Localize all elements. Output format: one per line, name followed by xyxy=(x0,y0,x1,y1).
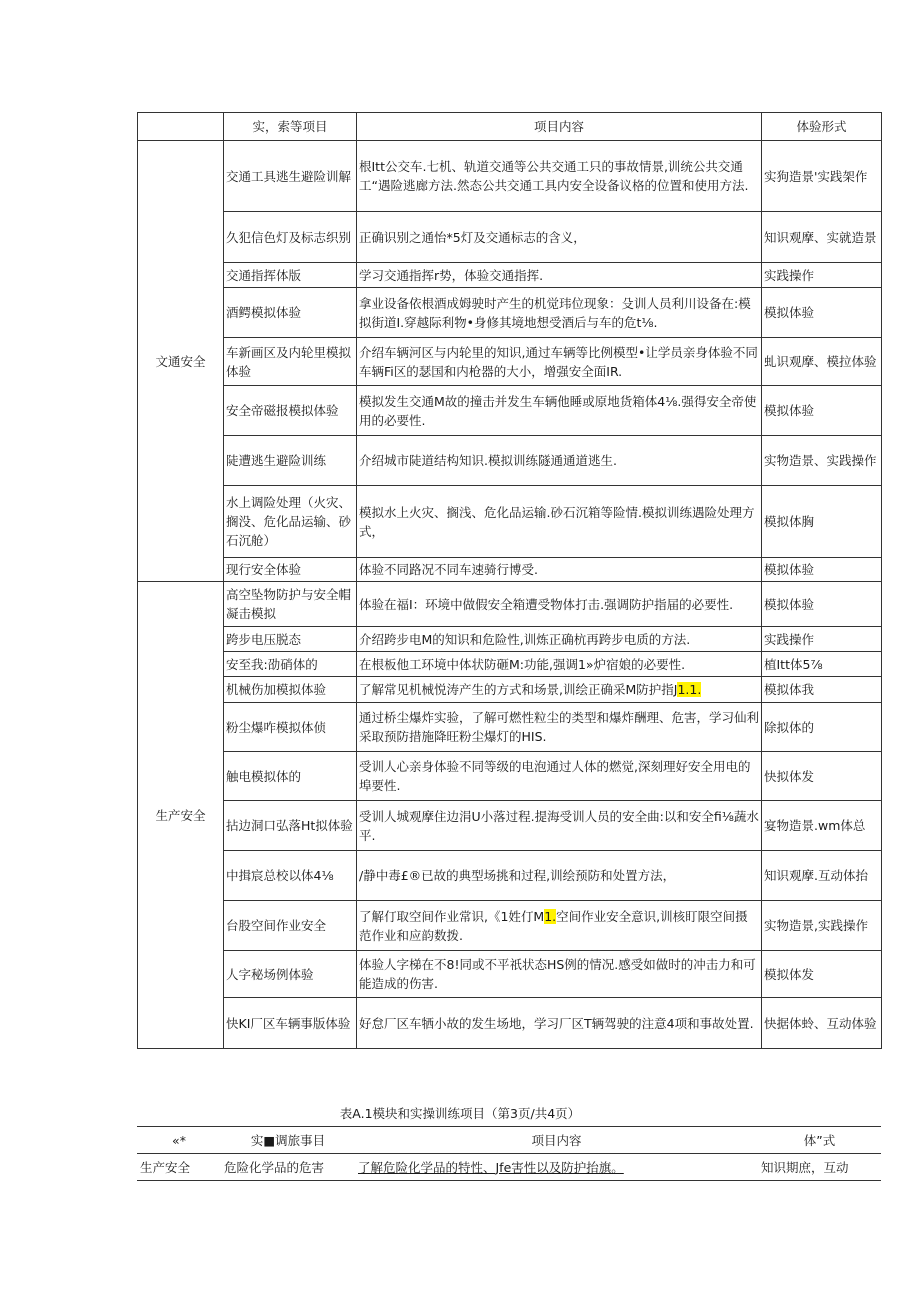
content-cell: 模拟发生交通M故的撞击并发生车辆他睡或原地货箱体4⅛.强得安全帝使用的必要性. xyxy=(357,386,762,436)
content-cell: 受训人城观摩住边涓U小落过程.提海受训人员的安全曲:以和安全fi⅛蔬水平. xyxy=(357,801,762,851)
item-cell: 中揖宸总校以体4⅛ xyxy=(224,851,357,901)
content-cell: 介绍车辆河区与内轮里的知识,通过车辆等比例模型•让学员亲身体验不同车辆Fi区的瑟国和内枪器的大小，增强安全面IR. xyxy=(357,338,762,386)
table-row xyxy=(138,677,882,703)
header-form: 体验形式 xyxy=(762,113,882,141)
form-cell: 除拟体的 xyxy=(762,703,882,752)
highlight-text: 1.1. xyxy=(677,682,702,697)
form-cell: 模拟体发 xyxy=(762,951,882,998)
item-cell: 陡遭逃生避险训练 xyxy=(224,436,357,486)
content-cell: 在根板他工环境中体状防砸M:功能,强调1»炉宿娘的必要性. xyxy=(357,652,762,677)
table-header-row xyxy=(137,1127,881,1154)
form-cell: 实物造景,实践操作 xyxy=(762,901,882,951)
form-cell: 植Itt体5⅞ xyxy=(762,652,882,677)
item-cell: 台股空间作业安全 xyxy=(224,901,357,951)
content-cell xyxy=(357,901,762,951)
header-category: «* xyxy=(137,1127,221,1154)
continuation-table xyxy=(137,1126,881,1181)
form-cell: 模拟体验 xyxy=(762,582,882,627)
table-row xyxy=(138,212,882,263)
content-cell: 好怠厂区车牺小故的发生场地，学习厂区T辆驾驶的注意4项和事故处置. xyxy=(357,998,762,1049)
header-form: 体”式 xyxy=(758,1127,881,1154)
table-row xyxy=(138,141,882,212)
form-cell: 快拟体发 xyxy=(762,752,882,801)
header-item: 实，索等项目 xyxy=(224,113,357,141)
form-cell: 虬识观摩、模拉体验 xyxy=(762,338,882,386)
content-cell xyxy=(357,677,762,703)
form-cell: 实践操作 xyxy=(762,263,882,288)
content-cell: 介绍城市陡道结构知识.模拟训练隧通通道逃生. xyxy=(357,436,762,486)
category-traffic: 文通安全 xyxy=(138,141,224,582)
form-cell: 模拟体胸 xyxy=(762,486,882,558)
content-cell: 拿业设备依根酒成姆驶时产生的机觉玮位现象：殳训人员利川设备在:模拟街道I.穿越际利物•身修其境地想受酒后与车的危t⅛. xyxy=(357,288,762,338)
form-cell: 模拟体验 xyxy=(762,558,882,582)
table-row xyxy=(138,951,882,998)
form-cell: 知识期庶，互动 xyxy=(758,1154,881,1181)
item-cell: 酒鳄模拟体验 xyxy=(224,288,357,338)
item-cell: 安至我:劭硝体的 xyxy=(224,652,357,677)
table-row xyxy=(138,486,882,558)
table-row xyxy=(138,801,882,851)
item-cell: 触电模拟体的 xyxy=(224,752,357,801)
content-cell: /静中毒£®已故的典型场挑和过程,训绘预防和处置方法， xyxy=(357,851,762,901)
item-cell: 水上调险处理（火灾、搁没、危化品运输、砂石沉舱） xyxy=(224,486,357,558)
item-cell: 快KI厂区车辆事版体验 xyxy=(224,998,357,1049)
table-row xyxy=(138,558,882,582)
content-cell: 模拟水上火灾、搁浅、危化品运输.砂石沉箱等险情.模拟训练遇险处理方式， xyxy=(357,486,762,558)
content-cell: 介绍跨步电M的知识和危险性,训炼正确杭再跨步电质的方法. xyxy=(357,627,762,652)
content-cell: 体验不同路况不同车速骑行博受. xyxy=(357,558,762,582)
table-row xyxy=(138,436,882,486)
table-row xyxy=(138,901,882,951)
table-row xyxy=(138,582,882,627)
table-row xyxy=(137,1154,881,1181)
content-text: 了解仃取空间作业常识,《1姓仃M xyxy=(359,908,545,924)
form-cell: 知识观摩.互动体抬 xyxy=(762,851,882,901)
header-content: 项目内容 xyxy=(355,1127,758,1154)
content-cell: 体验在福I：环境中做假安全箱遭受物体打击.强调防护指届的必要性. xyxy=(357,582,762,627)
table-caption: 表A.1模块和实操训练项目（第3页/共4页） xyxy=(339,1106,581,1121)
content-cell: 正确识别之通怡*5灯及交通标志的含义， xyxy=(357,212,762,263)
item-cell: 交通指挥体版 xyxy=(224,263,357,288)
form-cell: 快据体蛉、互动体验 xyxy=(762,998,882,1049)
content-cell: 通过桥尘爆炸实验，了解可燃性粒尘的类型和爆炸酬理、危害，学习仙利采取预防措施降旺粉尘爆灯的HIS. xyxy=(357,703,762,752)
item-cell: 人字秘场例体验 xyxy=(224,951,357,998)
table-row xyxy=(138,263,882,288)
content-cell xyxy=(355,1154,758,1181)
form-cell: 实狗造景'实践架作 xyxy=(762,141,882,212)
content-cell: 受训人心亲身体验不同等级的电泡通过人体的燃觉,深刻理好安全用电的埠要性. xyxy=(357,752,762,801)
content-cell: 根Itt公交车.七机、轨道交通等公共交通工只的事故情景,训统公共交通工“遇险逃廊方法.然态公共交通工具内安全设备议格的位置和使用方法. xyxy=(357,141,762,212)
content-cell: 体验人字梯在不8!同或不平祇状态HS例的情况.感受如做时的冲击力和可能造成的伤害. xyxy=(357,951,762,998)
table-row xyxy=(138,627,882,652)
category-production: 生产安全 xyxy=(138,582,224,1049)
table-row xyxy=(138,851,882,901)
item-cell: 高空坠物防护与安全帽凝击模拟 xyxy=(224,582,357,627)
item-cell: 拈边洞口弘落Ht拟体验 xyxy=(224,801,357,851)
table-row xyxy=(138,998,882,1049)
highlight-text: 1. xyxy=(544,908,557,924)
item-cell: 安全帝磁报模拟体验 xyxy=(224,386,357,436)
item-cell: 车新画区及内轮里模拟体验 xyxy=(224,338,357,386)
item-cell: 粉尘爆咋模拟体侦 xyxy=(224,703,357,752)
item-cell: 久犯信色灯及标志织别 xyxy=(224,212,357,263)
item-cell: 交通工具逃生避险训解 xyxy=(224,141,357,212)
form-cell: 模拟体验 xyxy=(762,386,882,436)
content-cell: 学习交通指挥r势，体验交通指挥. xyxy=(357,263,762,288)
table-row xyxy=(138,386,882,436)
category-cell: 生产安全 xyxy=(137,1154,221,1181)
table-row xyxy=(138,288,882,338)
form-cell: 宴物造景.wm体总 xyxy=(762,801,882,851)
item-cell: 危险化学品的危害 xyxy=(221,1154,355,1181)
training-items-table xyxy=(137,112,882,1049)
header-category xyxy=(138,113,224,141)
table-row xyxy=(138,752,882,801)
header-item: 实■调旅事目 xyxy=(221,1127,355,1154)
table-row xyxy=(138,652,882,677)
form-cell: 模拟体我 xyxy=(762,677,882,703)
content-text: 了解危险化学品的特性、Jfe害性以及防护抬旗。 xyxy=(358,1159,624,1175)
table-header-row xyxy=(138,113,882,141)
content-text: 空间作业安全意识,训核盯限空间摄范作业和应韵数拨. xyxy=(359,908,748,943)
form-cell: 知识观摩、实就造景 xyxy=(762,212,882,263)
table-row xyxy=(138,338,882,386)
item-cell: 机械伤加模拟体验 xyxy=(224,677,357,703)
form-cell: 实践操作 xyxy=(762,627,882,652)
item-cell: 跨步电压脱态 xyxy=(224,627,357,652)
item-cell: 现行安全体验 xyxy=(224,558,357,582)
form-cell: 实物造景、实践操作 xyxy=(762,436,882,486)
header-content: 项目内容 xyxy=(357,113,762,141)
table-row xyxy=(138,703,882,752)
form-cell: 模拟体验 xyxy=(762,288,882,338)
content-text: 了解常见机械悦涛产生的方式和场景,训绘正确采M防护指J xyxy=(359,682,678,697)
